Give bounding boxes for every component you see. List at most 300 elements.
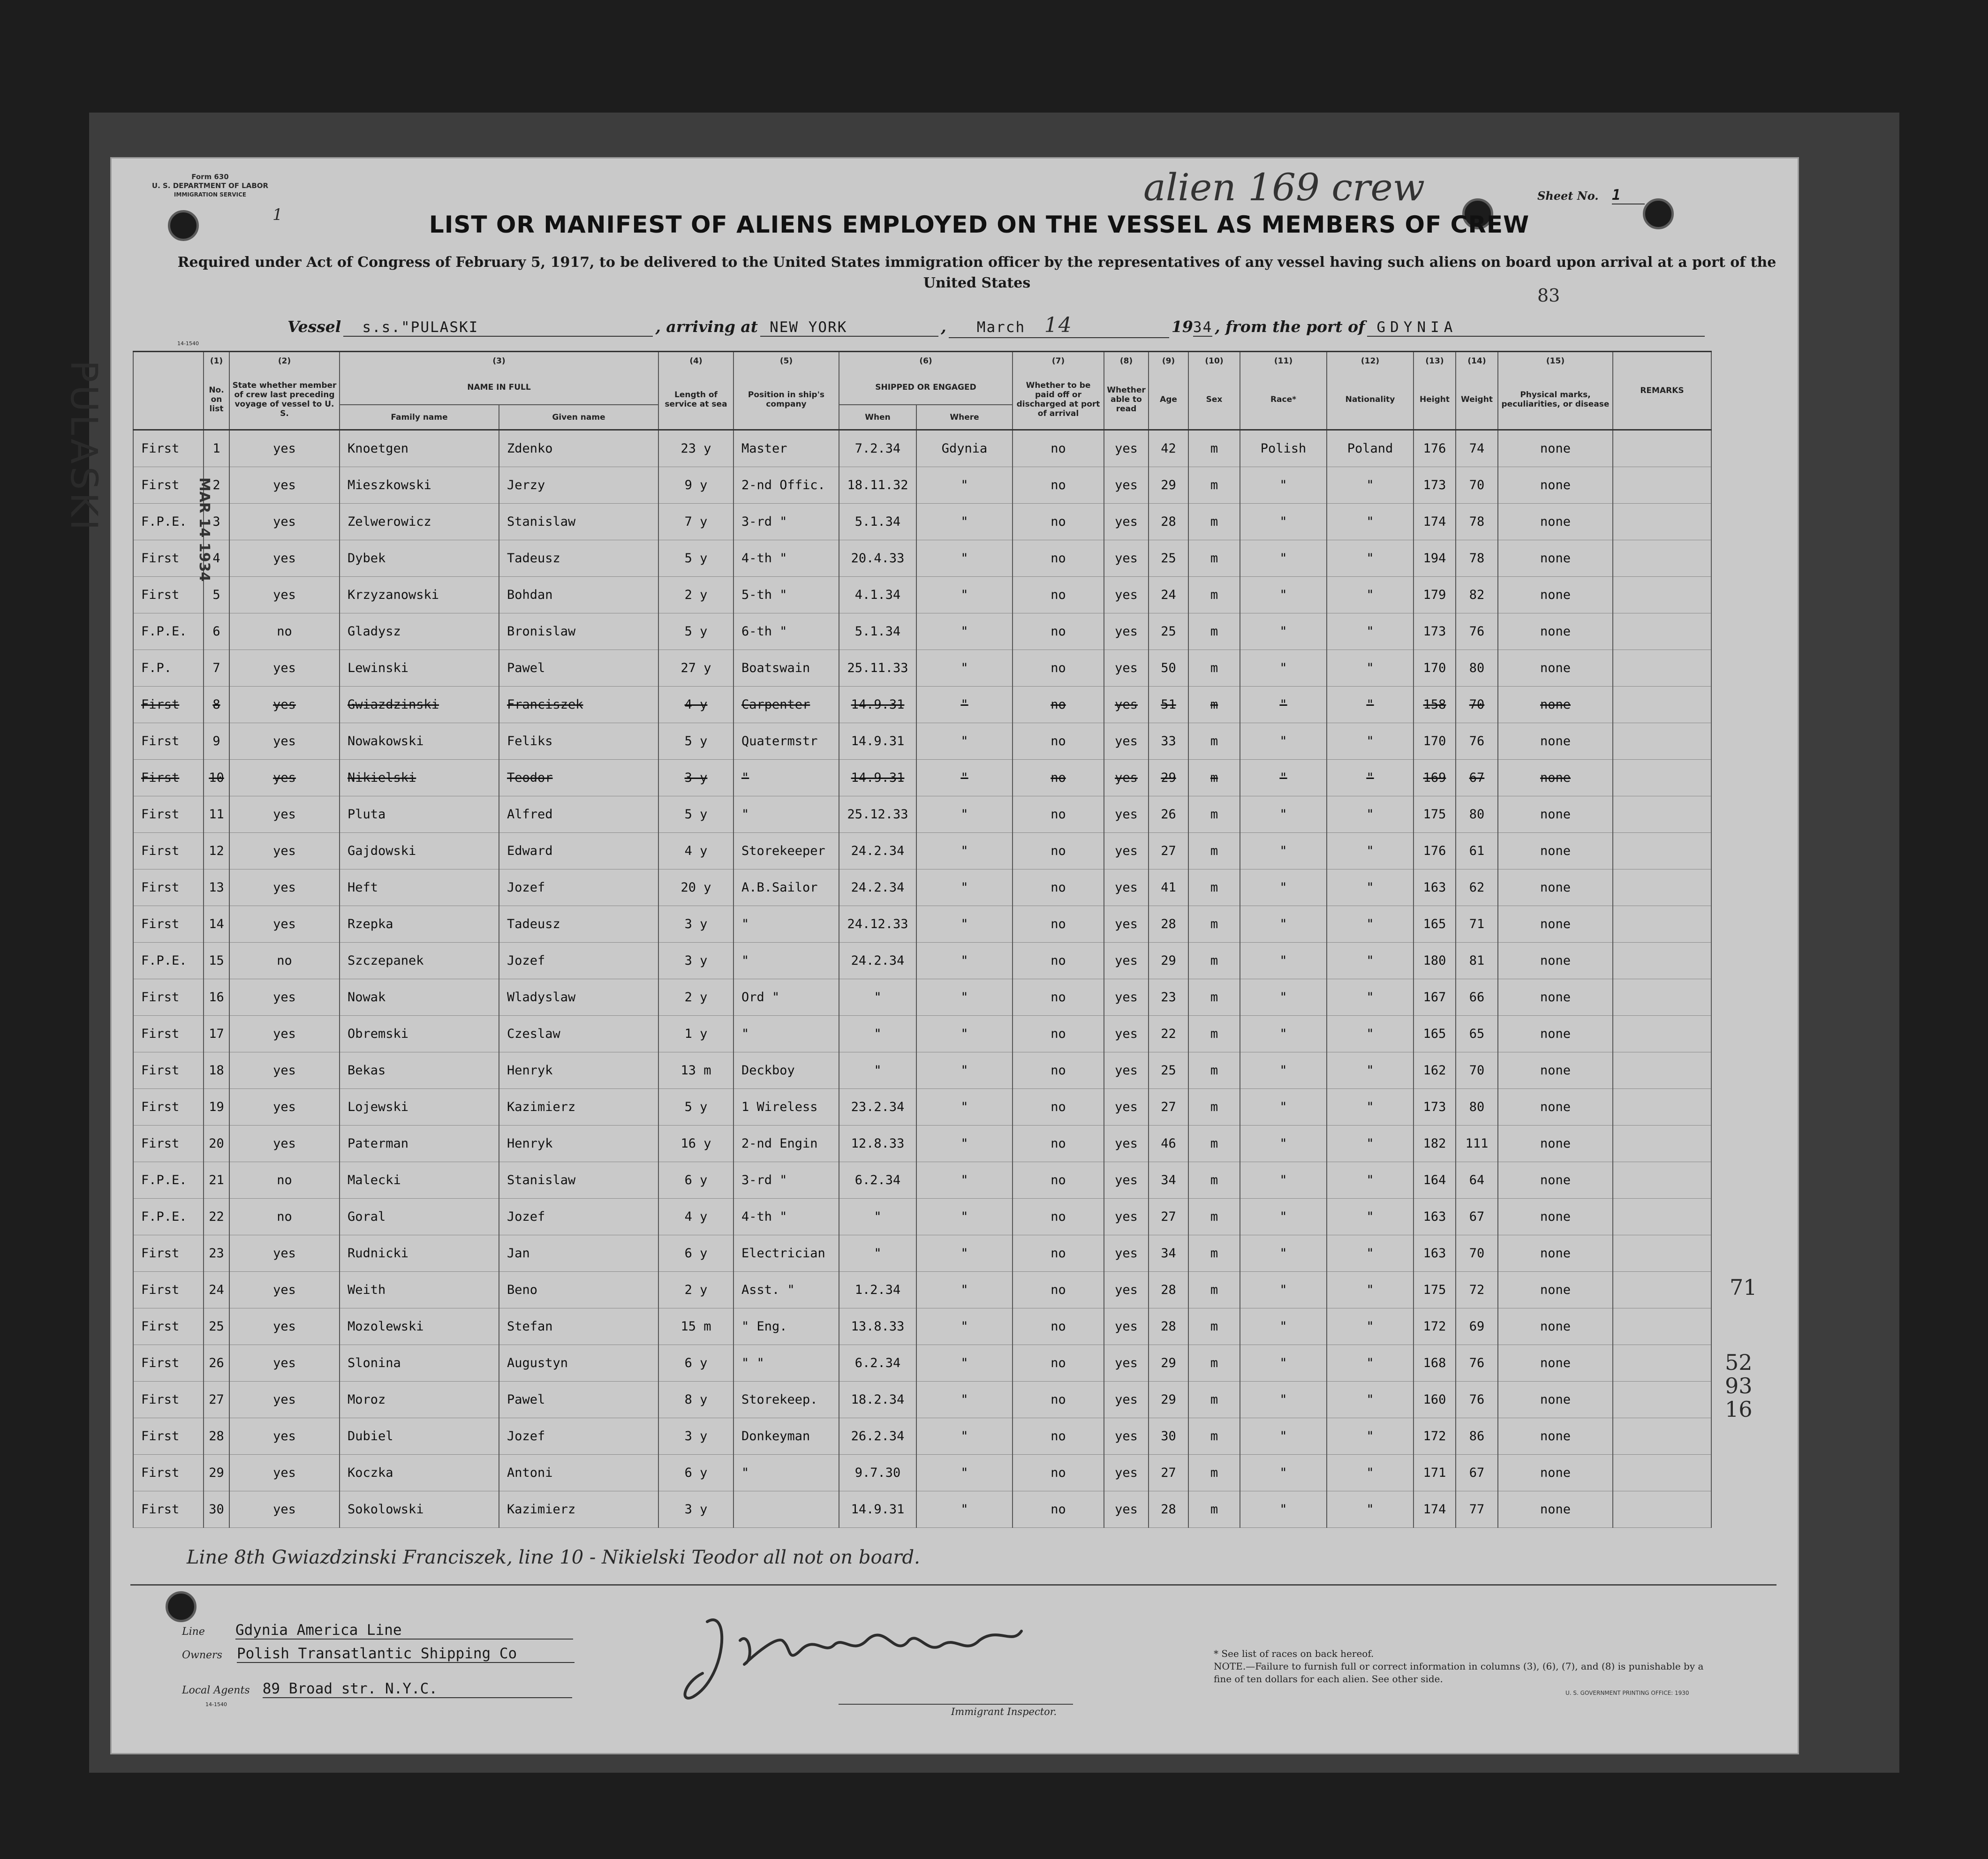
penalty-note: NOTE.—Failure to furnish full or correct information in columns (3), (6), (7), and (8) is punishable by a fine of ten dollars for each alien. See other side. bbox=[1214, 1661, 1704, 1685]
agents-value: 89 Broad str. N.Y.C. bbox=[263, 1680, 572, 1698]
row-race: " bbox=[1240, 1382, 1327, 1418]
table-row bbox=[133, 1272, 1711, 1308]
row-given-name: Alfred bbox=[499, 796, 658, 833]
row-previous-voyage: yes bbox=[229, 1455, 340, 1491]
row-family-name: Rudnicki bbox=[340, 1235, 499, 1272]
row-position: 2-nd Engin bbox=[733, 1126, 839, 1162]
row-able-to-read: yes bbox=[1104, 1418, 1149, 1455]
row-remarks bbox=[1613, 1162, 1711, 1199]
row-race: " bbox=[1240, 1199, 1327, 1235]
header-num-11: (11) bbox=[1240, 352, 1327, 370]
row-able-to-read: yes bbox=[1104, 1199, 1149, 1235]
row-height: 176 bbox=[1414, 430, 1456, 467]
row-physical-marks: none bbox=[1498, 1235, 1613, 1272]
row-previous-voyage: yes bbox=[229, 833, 340, 869]
row-paid-off: no bbox=[1013, 833, 1104, 869]
row-race: " bbox=[1240, 1089, 1327, 1126]
row-paid-off: no bbox=[1013, 1199, 1104, 1235]
row-family-name: Sokolowski bbox=[340, 1491, 499, 1528]
row-family-name: Dybek bbox=[340, 540, 499, 577]
row-number: 21 bbox=[204, 1162, 229, 1199]
row-physical-marks: none bbox=[1498, 869, 1613, 906]
row-family-name: Zelwerowicz bbox=[340, 504, 499, 540]
header-num-12: (12) bbox=[1327, 352, 1414, 370]
row-given-name: Franciszek bbox=[499, 687, 658, 723]
table-row bbox=[133, 1382, 1711, 1418]
arriving-label: , arriving at bbox=[655, 317, 758, 336]
row-given-name: Stanislaw bbox=[499, 504, 658, 540]
row-given-name: Kazimierz bbox=[499, 1089, 658, 1126]
row-age: 51 bbox=[1149, 687, 1188, 723]
row-service: 2 y bbox=[658, 1272, 733, 1308]
row-weight: 78 bbox=[1456, 504, 1498, 540]
header-where: Where bbox=[916, 405, 1013, 430]
row-shipped-where: " bbox=[916, 1491, 1013, 1528]
row-service: 9 y bbox=[658, 467, 733, 504]
row-number: 15 bbox=[204, 943, 229, 979]
row-family-name: Goral bbox=[340, 1199, 499, 1235]
row-weight: 81 bbox=[1456, 943, 1498, 979]
row-race: " bbox=[1240, 1016, 1327, 1052]
row-height: 182 bbox=[1414, 1126, 1456, 1162]
row-sex: m bbox=[1188, 796, 1240, 833]
row-able-to-read: yes bbox=[1104, 1089, 1149, 1126]
row-family-name: Heft bbox=[340, 869, 499, 906]
row-race: " bbox=[1240, 1418, 1327, 1455]
header-age: Age bbox=[1149, 370, 1188, 430]
row-service: 5 y bbox=[658, 723, 733, 760]
row-weight: 64 bbox=[1456, 1162, 1498, 1199]
side-stamp-text: PULASKI bbox=[62, 360, 105, 533]
row-position: " bbox=[733, 943, 839, 979]
row-prefix: First bbox=[133, 1089, 204, 1126]
row-paid-off: no bbox=[1013, 613, 1104, 650]
row-able-to-read: yes bbox=[1104, 723, 1149, 760]
row-physical-marks: none bbox=[1498, 943, 1613, 979]
row-nationality: " bbox=[1327, 1272, 1414, 1308]
row-age: 28 bbox=[1149, 504, 1188, 540]
form-code: 14-1540 bbox=[177, 340, 199, 347]
row-weight: 76 bbox=[1456, 723, 1498, 760]
row-service: 3 y bbox=[658, 1418, 733, 1455]
row-age: 25 bbox=[1149, 613, 1188, 650]
row-weight: 70 bbox=[1456, 1052, 1498, 1089]
row-able-to-read: yes bbox=[1104, 796, 1149, 833]
row-given-name: Bronislaw bbox=[499, 613, 658, 650]
row-service: 5 y bbox=[658, 1089, 733, 1126]
header-race: Race* bbox=[1240, 370, 1327, 430]
form-number: Form 630 bbox=[191, 173, 229, 181]
row-nationality: " bbox=[1327, 467, 1414, 504]
row-shipped-where: " bbox=[916, 906, 1013, 943]
row-family-name: Gajdowski bbox=[340, 833, 499, 869]
row-service: 3 y bbox=[658, 760, 733, 796]
header-num-7: (7) bbox=[1013, 352, 1104, 370]
row-paid-off: no bbox=[1013, 650, 1104, 687]
row-sex: m bbox=[1188, 1199, 1240, 1235]
row-sex: m bbox=[1188, 1272, 1240, 1308]
row-shipped-when: 9.7.30 bbox=[839, 1455, 916, 1491]
header-weight: Weight bbox=[1456, 370, 1498, 430]
row-position: Donkeyman bbox=[733, 1418, 839, 1455]
row-sex: m bbox=[1188, 869, 1240, 906]
row-prefix: First bbox=[133, 1235, 204, 1272]
arrival-port: NEW YORK bbox=[760, 319, 938, 337]
line-value: Gdynia America Line bbox=[235, 1622, 573, 1640]
row-height: 158 bbox=[1414, 687, 1456, 723]
row-age: 30 bbox=[1149, 1418, 1188, 1455]
row-number: 17 bbox=[204, 1016, 229, 1052]
row-service: 20 y bbox=[658, 869, 733, 906]
row-nationality: " bbox=[1327, 540, 1414, 577]
row-given-name: Pawel bbox=[499, 650, 658, 687]
row-shipped-when: 18.11.32 bbox=[839, 467, 916, 504]
row-position: Storekeeper bbox=[733, 833, 839, 869]
table-row bbox=[133, 1052, 1711, 1089]
row-remarks bbox=[1613, 1235, 1711, 1272]
row-weight: 76 bbox=[1456, 1382, 1498, 1418]
row-number: 9 bbox=[204, 723, 229, 760]
row-position: " bbox=[733, 796, 839, 833]
row-number: 24 bbox=[204, 1272, 229, 1308]
row-height: 173 bbox=[1414, 467, 1456, 504]
row-given-name: Augustyn bbox=[499, 1345, 658, 1382]
row-physical-marks: none bbox=[1498, 1016, 1613, 1052]
row-family-name: Mozolewski bbox=[340, 1308, 499, 1345]
row-shipped-where: " bbox=[916, 1089, 1013, 1126]
crew-count-note: alien 169 crew bbox=[1143, 166, 1425, 209]
row-prefix: First bbox=[133, 1052, 204, 1089]
row-weight: 82 bbox=[1456, 577, 1498, 613]
row-shipped-when: 5.1.34 bbox=[839, 613, 916, 650]
row-height: 164 bbox=[1414, 1162, 1456, 1199]
row-given-name: Jozef bbox=[499, 869, 658, 906]
row-paid-off: no bbox=[1013, 1162, 1104, 1199]
row-position: Electrician bbox=[733, 1235, 839, 1272]
header-position: Position in ship's company bbox=[733, 370, 839, 430]
row-prefix: F.P.E. bbox=[133, 943, 204, 979]
row-sex: m bbox=[1188, 760, 1240, 796]
row-position: 4-th " bbox=[733, 1199, 839, 1235]
row-age: 27 bbox=[1149, 1089, 1188, 1126]
row-nationality: " bbox=[1327, 613, 1414, 650]
row-sex: m bbox=[1188, 833, 1240, 869]
row-number: 12 bbox=[204, 833, 229, 869]
form-department: U. S. DEPARTMENT OF LABOR bbox=[151, 181, 269, 190]
row-height: 180 bbox=[1414, 943, 1456, 979]
row-number: 19 bbox=[204, 1089, 229, 1126]
row-physical-marks: none bbox=[1498, 467, 1613, 504]
row-number: 3 bbox=[204, 504, 229, 540]
row-prefix: First bbox=[133, 467, 204, 504]
row-physical-marks: none bbox=[1498, 504, 1613, 540]
table-row bbox=[133, 979, 1711, 1016]
row-height: 168 bbox=[1414, 1345, 1456, 1382]
row-race: " bbox=[1240, 613, 1327, 650]
crew-table bbox=[133, 351, 1704, 1528]
row-physical-marks: none bbox=[1498, 1418, 1613, 1455]
row-nationality: " bbox=[1327, 1308, 1414, 1345]
row-number: 26 bbox=[204, 1345, 229, 1382]
row-number: 4 bbox=[204, 540, 229, 577]
header-num-6: (6) bbox=[839, 352, 1013, 370]
agents-code: 14-1540 bbox=[205, 1701, 227, 1708]
row-physical-marks: none bbox=[1498, 1382, 1613, 1418]
row-sex: m bbox=[1188, 613, 1240, 650]
row-paid-off: no bbox=[1013, 1235, 1104, 1272]
row-service: 15 m bbox=[658, 1308, 733, 1345]
row-remarks bbox=[1613, 504, 1711, 540]
row-shipped-where: " bbox=[916, 577, 1013, 613]
row-age: 27 bbox=[1149, 1455, 1188, 1491]
row-shipped-when: 25.12.33 bbox=[839, 796, 916, 833]
row-able-to-read: yes bbox=[1104, 869, 1149, 906]
row-previous-voyage: yes bbox=[229, 1235, 340, 1272]
table-row bbox=[133, 833, 1711, 869]
row-physical-marks: none bbox=[1498, 1345, 1613, 1382]
row-family-name: Dubiel bbox=[340, 1418, 499, 1455]
row-shipped-when: 14.9.31 bbox=[839, 1491, 916, 1528]
row-weight: 70 bbox=[1456, 687, 1498, 723]
row-sex: m bbox=[1188, 1418, 1240, 1455]
row-nationality: " bbox=[1327, 1016, 1414, 1052]
row-age: 24 bbox=[1149, 577, 1188, 613]
sheet-value: 1 bbox=[1612, 187, 1645, 204]
row-physical-marks: none bbox=[1498, 1455, 1613, 1491]
year-prefix: 19 bbox=[1171, 317, 1193, 336]
row-age: 28 bbox=[1149, 1491, 1188, 1528]
row-family-name: Paterman bbox=[340, 1126, 499, 1162]
row-position: Master bbox=[733, 430, 839, 467]
row-given-name: Jozef bbox=[499, 1199, 658, 1235]
header-num-9: (9) bbox=[1149, 352, 1188, 370]
row-sex: m bbox=[1188, 540, 1240, 577]
row-weight: 65 bbox=[1456, 1016, 1498, 1052]
agents-label: Local Agents bbox=[182, 1685, 250, 1696]
row-position: " bbox=[733, 906, 839, 943]
row-remarks bbox=[1613, 796, 1711, 833]
row-paid-off: no bbox=[1013, 1016, 1104, 1052]
row-position: 3-rd " bbox=[733, 504, 839, 540]
row-position: A.B.Sailor bbox=[733, 869, 839, 906]
row-physical-marks: none bbox=[1498, 1199, 1613, 1235]
row-remarks bbox=[1613, 1016, 1711, 1052]
header-family-name: Family name bbox=[340, 405, 499, 430]
table-row bbox=[133, 906, 1711, 943]
row-physical-marks: none bbox=[1498, 796, 1613, 833]
row-number: 6 bbox=[204, 613, 229, 650]
row-nationality: " bbox=[1327, 1345, 1414, 1382]
side-number-3: 93 bbox=[1725, 1373, 1753, 1398]
row-height: 170 bbox=[1414, 650, 1456, 687]
table-row bbox=[133, 1345, 1711, 1382]
row-race: " bbox=[1240, 760, 1327, 796]
table-row bbox=[133, 1126, 1711, 1162]
header-num-10: (10) bbox=[1188, 352, 1240, 370]
row-physical-marks: none bbox=[1498, 1272, 1613, 1308]
row-weight: 77 bbox=[1456, 1491, 1498, 1528]
row-number: 22 bbox=[204, 1199, 229, 1235]
table-row bbox=[133, 869, 1711, 906]
row-race: " bbox=[1240, 1455, 1327, 1491]
row-previous-voyage: yes bbox=[229, 1052, 340, 1089]
circle-mark: 1 bbox=[272, 205, 283, 224]
row-given-name: Feliks bbox=[499, 723, 658, 760]
header-prefix bbox=[133, 352, 204, 430]
table-row bbox=[133, 1235, 1711, 1272]
row-age: 25 bbox=[1149, 540, 1188, 577]
row-shipped-when: 12.8.33 bbox=[839, 1126, 916, 1162]
row-paid-off: no bbox=[1013, 1345, 1104, 1382]
row-race: Polish bbox=[1240, 430, 1327, 467]
row-family-name: Szczepanek bbox=[340, 943, 499, 979]
row-able-to-read: yes bbox=[1104, 613, 1149, 650]
row-weight: 86 bbox=[1456, 1418, 1498, 1455]
row-paid-off: no bbox=[1013, 577, 1104, 613]
header-num-4: (4) bbox=[658, 352, 733, 370]
row-paid-off: no bbox=[1013, 540, 1104, 577]
row-remarks bbox=[1613, 723, 1711, 760]
row-race: " bbox=[1240, 1345, 1327, 1382]
row-remarks bbox=[1613, 687, 1711, 723]
row-height: 175 bbox=[1414, 796, 1456, 833]
row-position: 2-nd Offic. bbox=[733, 467, 839, 504]
row-previous-voyage: yes bbox=[229, 1418, 340, 1455]
row-service: 13 m bbox=[658, 1052, 733, 1089]
row-given-name: Tadeusz bbox=[499, 906, 658, 943]
row-age: 26 bbox=[1149, 796, 1188, 833]
row-shipped-where: " bbox=[916, 760, 1013, 796]
inspector-signature bbox=[674, 1603, 1096, 1711]
row-previous-voyage: yes bbox=[229, 1016, 340, 1052]
row-shipped-where: Gdynia bbox=[916, 430, 1013, 467]
row-paid-off: no bbox=[1013, 687, 1104, 723]
crew-table-body bbox=[133, 430, 1711, 1528]
bottom-note: Line 8th Gwiazdzinski Franciszek, line 10 - Nikielski Teodor all not on board. bbox=[187, 1547, 920, 1568]
header-num-8: (8) bbox=[1104, 352, 1149, 370]
row-service: 2 y bbox=[658, 577, 733, 613]
owners-value: Polish Transatlantic Shipping Co bbox=[237, 1645, 574, 1663]
manifest-page bbox=[62, 157, 1799, 1754]
row-age: 29 bbox=[1149, 1382, 1188, 1418]
row-physical-marks: none bbox=[1498, 430, 1613, 467]
row-family-name: Obremski bbox=[340, 1016, 499, 1052]
row-sex: m bbox=[1188, 430, 1240, 467]
row-family-name: Moroz bbox=[340, 1382, 499, 1418]
row-service: 7 y bbox=[658, 504, 733, 540]
row-position: Asst. " bbox=[733, 1272, 839, 1308]
row-race: " bbox=[1240, 1052, 1327, 1089]
header-num-15: (15) bbox=[1498, 352, 1613, 370]
row-previous-voyage: yes bbox=[229, 796, 340, 833]
row-able-to-read: yes bbox=[1104, 1382, 1149, 1418]
row-race: " bbox=[1240, 577, 1327, 613]
row-family-name: Knoetgen bbox=[340, 430, 499, 467]
row-sex: m bbox=[1188, 1382, 1240, 1418]
row-number: 30 bbox=[204, 1491, 229, 1528]
row-shipped-when: " bbox=[839, 1016, 916, 1052]
row-sex: m bbox=[1188, 1162, 1240, 1199]
side-number-1: 71 bbox=[1730, 1275, 1757, 1300]
row-service: 8 y bbox=[658, 1382, 733, 1418]
row-previous-voyage: yes bbox=[229, 869, 340, 906]
row-remarks bbox=[1613, 430, 1711, 467]
row-given-name: Henryk bbox=[499, 1126, 658, 1162]
row-age: 28 bbox=[1149, 1272, 1188, 1308]
row-shipped-when: 24.2.34 bbox=[839, 943, 916, 979]
row-family-name: Koczka bbox=[340, 1455, 499, 1491]
row-previous-voyage: yes bbox=[229, 1491, 340, 1528]
row-prefix: First bbox=[133, 1382, 204, 1418]
row-able-to-read: yes bbox=[1104, 687, 1149, 723]
row-service: 5 y bbox=[658, 796, 733, 833]
row-age: 29 bbox=[1149, 943, 1188, 979]
row-previous-voyage: yes bbox=[229, 1272, 340, 1308]
row-paid-off: no bbox=[1013, 504, 1104, 540]
row-prefix: F.P.E. bbox=[133, 1199, 204, 1235]
row-sex: m bbox=[1188, 650, 1240, 687]
row-position: " " bbox=[733, 1345, 839, 1382]
row-race: " bbox=[1240, 650, 1327, 687]
row-physical-marks: none bbox=[1498, 650, 1613, 687]
side-number-4: 16 bbox=[1725, 1397, 1753, 1422]
row-number: 18 bbox=[204, 1052, 229, 1089]
vessel-name: s.s."PULASKI bbox=[343, 319, 653, 337]
row-given-name: Stanislaw bbox=[499, 1162, 658, 1199]
row-nationality: " bbox=[1327, 723, 1414, 760]
row-previous-voyage: no bbox=[229, 613, 340, 650]
row-prefix: First bbox=[133, 430, 204, 467]
row-position: Carpenter bbox=[733, 687, 839, 723]
inspector-label: Immigrant Inspector. bbox=[951, 1706, 1057, 1717]
row-remarks bbox=[1613, 1345, 1711, 1382]
row-height: 172 bbox=[1414, 1418, 1456, 1455]
row-able-to-read: yes bbox=[1104, 1308, 1149, 1345]
row-family-name: Lewinski bbox=[340, 650, 499, 687]
row-shipped-where: " bbox=[916, 1235, 1013, 1272]
row-height: 172 bbox=[1414, 1308, 1456, 1345]
row-given-name: Jan bbox=[499, 1235, 658, 1272]
row-nationality: " bbox=[1327, 760, 1414, 796]
row-shipped-where: " bbox=[916, 943, 1013, 979]
row-able-to-read: yes bbox=[1104, 1126, 1149, 1162]
row-able-to-read: yes bbox=[1104, 1491, 1149, 1528]
row-weight: 80 bbox=[1456, 650, 1498, 687]
row-weight: 67 bbox=[1456, 760, 1498, 796]
row-able-to-read: yes bbox=[1104, 1016, 1149, 1052]
row-age: 33 bbox=[1149, 723, 1188, 760]
line-label: Line bbox=[182, 1626, 205, 1638]
row-sex: m bbox=[1188, 687, 1240, 723]
row-family-name: Pluta bbox=[340, 796, 499, 833]
row-previous-voyage: yes bbox=[229, 979, 340, 1016]
row-prefix: First bbox=[133, 906, 204, 943]
row-paid-off: no bbox=[1013, 467, 1104, 504]
row-service: 3 y bbox=[658, 943, 733, 979]
row-race: " bbox=[1240, 979, 1327, 1016]
row-position: Ord " bbox=[733, 979, 839, 1016]
row-nationality: " bbox=[1327, 1235, 1414, 1272]
row-age: 25 bbox=[1149, 1052, 1188, 1089]
row-remarks bbox=[1613, 760, 1711, 796]
table-row bbox=[133, 540, 1711, 577]
row-number: 11 bbox=[204, 796, 229, 833]
row-position: 1 Wireless bbox=[733, 1089, 839, 1126]
table-row bbox=[133, 1162, 1711, 1199]
row-age: 28 bbox=[1149, 906, 1188, 943]
row-remarks bbox=[1613, 577, 1711, 613]
row-number: 14 bbox=[204, 906, 229, 943]
